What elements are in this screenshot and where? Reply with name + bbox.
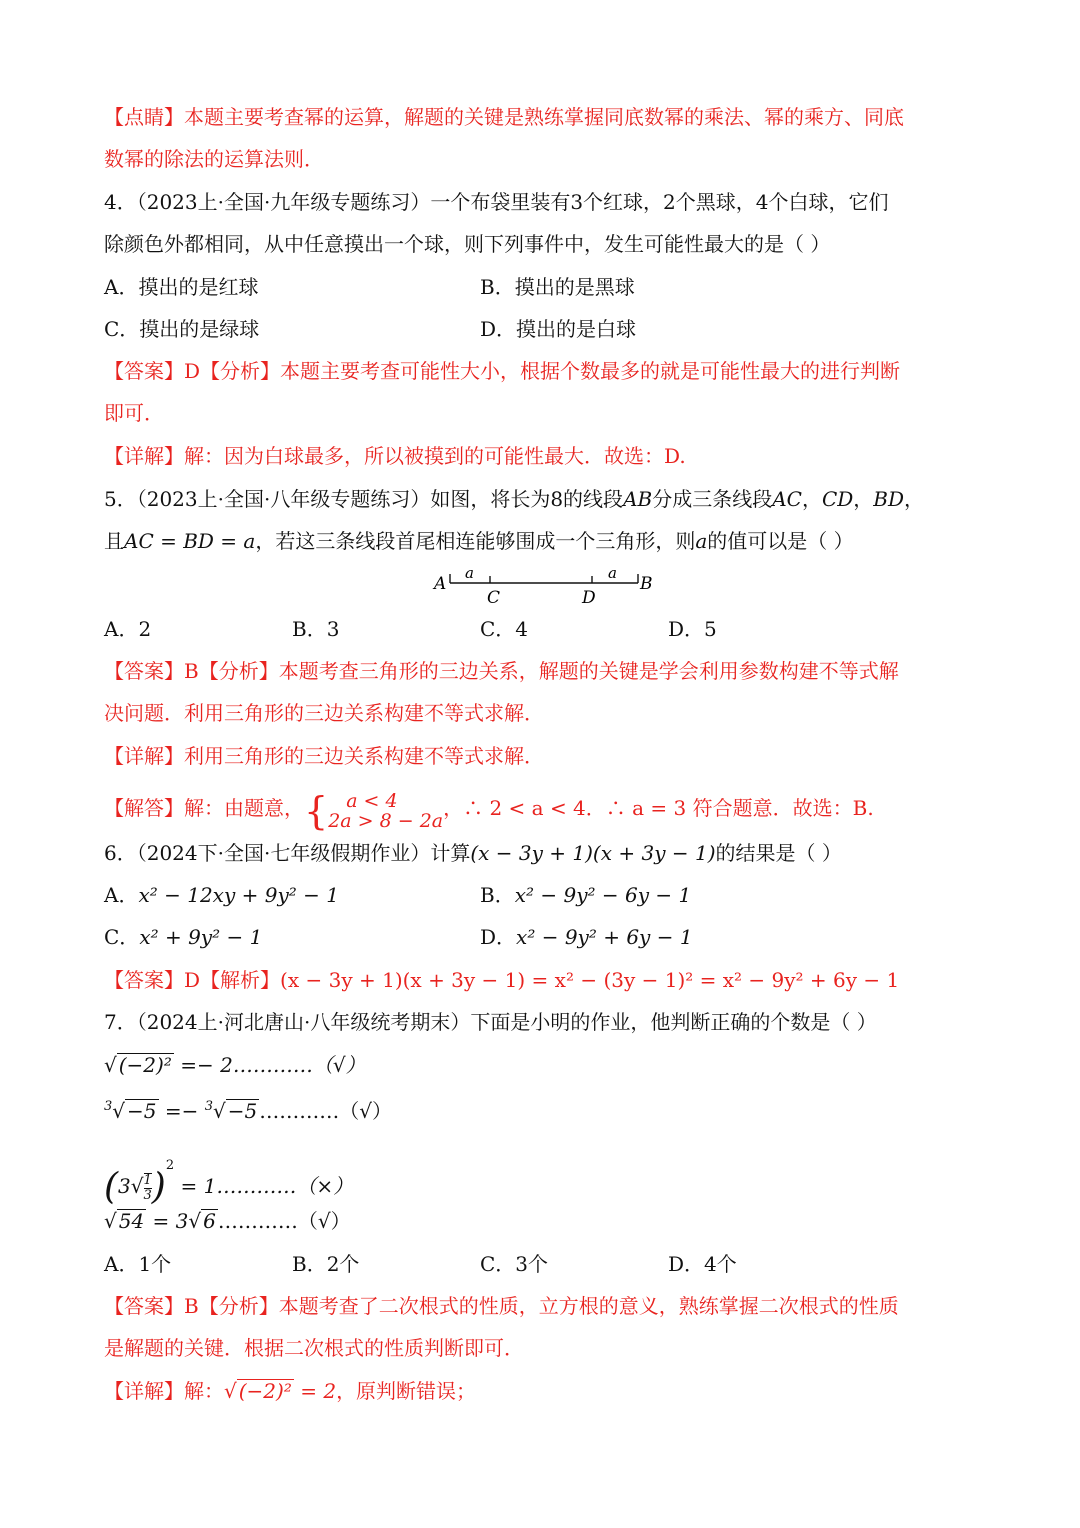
- q4-options-row-2: [104, 314, 976, 344]
- q5-options: [104, 614, 976, 644]
- q6-option-b: B．x² − 9y² − 6y − 1: [480, 883, 692, 907]
- q5-answer-1: 【答案】B【分析】本题考查三角形的三边关系，解题的关键是学会利用参数构建不等式解: [104, 659, 899, 683]
- dianjing-line-2: 数幂的除法的运算法则．: [104, 147, 324, 171]
- inequality-system: { a < 4 2a > 8 − 2a: [304, 789, 444, 833]
- q5-detail: 【详解】利用三角形的三边关系构建不等式求解．: [104, 744, 544, 768]
- label-B: B: [640, 574, 653, 594]
- q5-answer-2: 决问题．利用三角形的三边关系构建不等式求解．: [104, 701, 544, 725]
- q5-option-d: D．5: [668, 617, 717, 641]
- q7-item-4: √ 54 = 3√ 6 …………（√）: [104, 1209, 351, 1233]
- q6-options-row-1: [104, 880, 976, 910]
- q4-detail: 【详解】解：因为白球最多，所以被摸到的可能性最大．故选：D.: [104, 444, 686, 468]
- q7-option-d: D．4个: [668, 1252, 737, 1276]
- q6-answer: 【答案】D【解析】(x − 3y + 1)(x + 3y − 1) = x² − (3y − 1)² = x² − 9y² + 6y − 1: [104, 968, 900, 992]
- q4-answer-1: 【答案】D【分析】本题主要考查可能性大小，根据个数最多的就是可能性最大的进行判断: [104, 359, 901, 383]
- q7-answer-1: 【答案】B【分析】本题考查了二次根式的性质，立方根的意义，熟练掌握二次根式的性质: [104, 1294, 899, 1318]
- q4-option-d: D．摸出的是白球: [480, 317, 637, 341]
- dianjing-line-1: 【点睛】本题主要考查幂的运算，解题的关键是熟练掌握同底数幂的乘法、幂的乘方、同底: [104, 105, 904, 129]
- q7-detail: 【详解】解：√ (−2)² = 2，原判断错误；: [104, 1379, 477, 1403]
- q4-option-c: C．摸出的是绿球: [104, 317, 260, 341]
- q7-option-b: B．2个: [292, 1252, 360, 1276]
- q5-stem-1: 5．（2023上·全国·八年级专题练习）如图，将长为8的线段AB分成三条线段AC，CD，BD，: [104, 487, 925, 511]
- label-D: D: [582, 588, 596, 608]
- q4-stem-2: 除颜色外都相同，从中任意摸出一个球，则下列事件中，发生可能性最大的是（ ）: [104, 232, 831, 256]
- q7-item-3: (3√ $\frac{1}{3}$ )$^2$ = 1…………（×）: [104, 1158, 354, 1208]
- segment-figure: [430, 566, 660, 610]
- q6-stem: 6．（2024下·全国·七年级假期作业）计算(x − 3y + 1)(x + 3y − 1)的结果是（ ）: [104, 841, 842, 865]
- q7-item-2: $^3$√ −5 =− $^3$√ −5 …………（√）: [104, 1099, 393, 1123]
- fraction-one-third: $\frac{1}{3}$: [143, 1172, 152, 1203]
- q4-answer-2: 即可．: [104, 401, 164, 425]
- q7-answer-2: 是解题的关键．根据二次根式的性质判断即可．: [104, 1336, 524, 1360]
- q4-options-row-1: [104, 272, 976, 302]
- q6-option-d: D．x² − 9y² + 6y − 1: [480, 925, 693, 949]
- q5-stem-2: 且AC = BD = a，若这三条线段首尾相连能够围成一个三角形，则a的值可以是（ ）: [104, 529, 854, 553]
- q5-option-a: A．2: [104, 617, 152, 641]
- q6-option-a: A．x² − 12xy + 9y² − 1: [104, 883, 339, 907]
- q5-option-b: B．3: [292, 617, 340, 641]
- label-a-right: a: [608, 566, 617, 582]
- label-C: C: [487, 588, 501, 608]
- q7-option-c: C．3个: [480, 1252, 549, 1276]
- q5-option-c: C．4: [480, 617, 529, 641]
- q4-option-a: A．摸出的是红球: [104, 275, 259, 299]
- q6-option-c: C．x² + 9y² − 1: [104, 925, 263, 949]
- q4-option-b: B．摸出的是黑球: [480, 275, 635, 299]
- q6-options-row-2: [104, 922, 976, 952]
- q7-item-1: √ (−2)² =− 2…………（√）: [104, 1053, 366, 1077]
- q5-solution: 【解答】解：由题意，{ a < 4 2a > 8 − 2a，∴ 2 < a < 4．∴ a = 3 符合题意．故选：B.: [104, 789, 874, 833]
- q4-stem-1: 4．（2023上·全国·九年级专题练习）一个布袋里装有3个红球，2个黑球，4个白球，它们: [104, 190, 889, 214]
- q7-stem: 7．（2024上·河北唐山·八年级统考期末）下面是小明的作业，他判断正确的个数是（ ）: [104, 1010, 877, 1034]
- label-A: A: [434, 574, 447, 594]
- q7-option-a: A．1个: [104, 1252, 172, 1276]
- q7-options: [104, 1249, 976, 1279]
- label-a-left: a: [465, 566, 474, 582]
